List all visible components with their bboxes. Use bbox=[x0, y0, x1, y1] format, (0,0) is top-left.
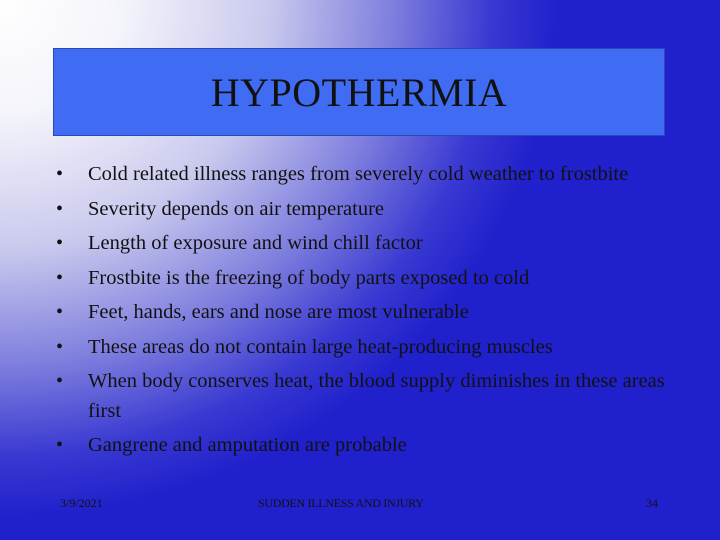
title-box bbox=[53, 48, 665, 136]
bullet-text: Gangrene and amputation are probable bbox=[88, 434, 407, 456]
bullet-icon: • bbox=[56, 301, 64, 323]
footer-title: SUDDEN ILLNESS AND INJURY bbox=[258, 496, 424, 510]
bullet-item bbox=[56, 298, 676, 328]
slide-title: HYPOTHERMIA bbox=[210, 69, 508, 115]
bullet-icon: • bbox=[56, 434, 64, 456]
bullet-text: Cold related illness ranges from severely cold weather to frostbite bbox=[88, 163, 629, 185]
bullet-icon: • bbox=[56, 266, 64, 289]
bullet-icon: • bbox=[56, 370, 64, 392]
bullet-text: Feet, hands, ears and nose are most vulnerable bbox=[88, 301, 469, 323]
bullet-text: These areas do not contain large heat-producing muscles bbox=[88, 335, 553, 358]
bullet-item bbox=[56, 333, 676, 363]
bullet-item bbox=[56, 195, 676, 225]
footer-date: 3/9/2021 bbox=[60, 496, 103, 510]
bullet-icon: • bbox=[56, 197, 64, 220]
bullet-text: Severity depends on air temperature bbox=[88, 197, 384, 220]
bullet-list bbox=[56, 160, 676, 466]
bullet-item bbox=[56, 160, 676, 190]
bullet-item bbox=[56, 264, 676, 294]
bullet-item bbox=[56, 229, 676, 259]
bullet-text: Frostbite is the freezing of body parts exposed to cold bbox=[88, 266, 530, 289]
bullet-icon: • bbox=[56, 163, 64, 185]
bullet-text: Length of exposure and wind chill factor bbox=[88, 232, 423, 254]
bullet-icon: • bbox=[56, 232, 64, 254]
bullet-item bbox=[56, 431, 676, 461]
bullet-text: When body conserves heat, the blood supply diminishes in these areas first bbox=[88, 370, 665, 422]
bullet-icon: • bbox=[56, 335, 64, 358]
bullet-item bbox=[56, 367, 676, 426]
footer-page-number: 34 bbox=[646, 496, 658, 510]
